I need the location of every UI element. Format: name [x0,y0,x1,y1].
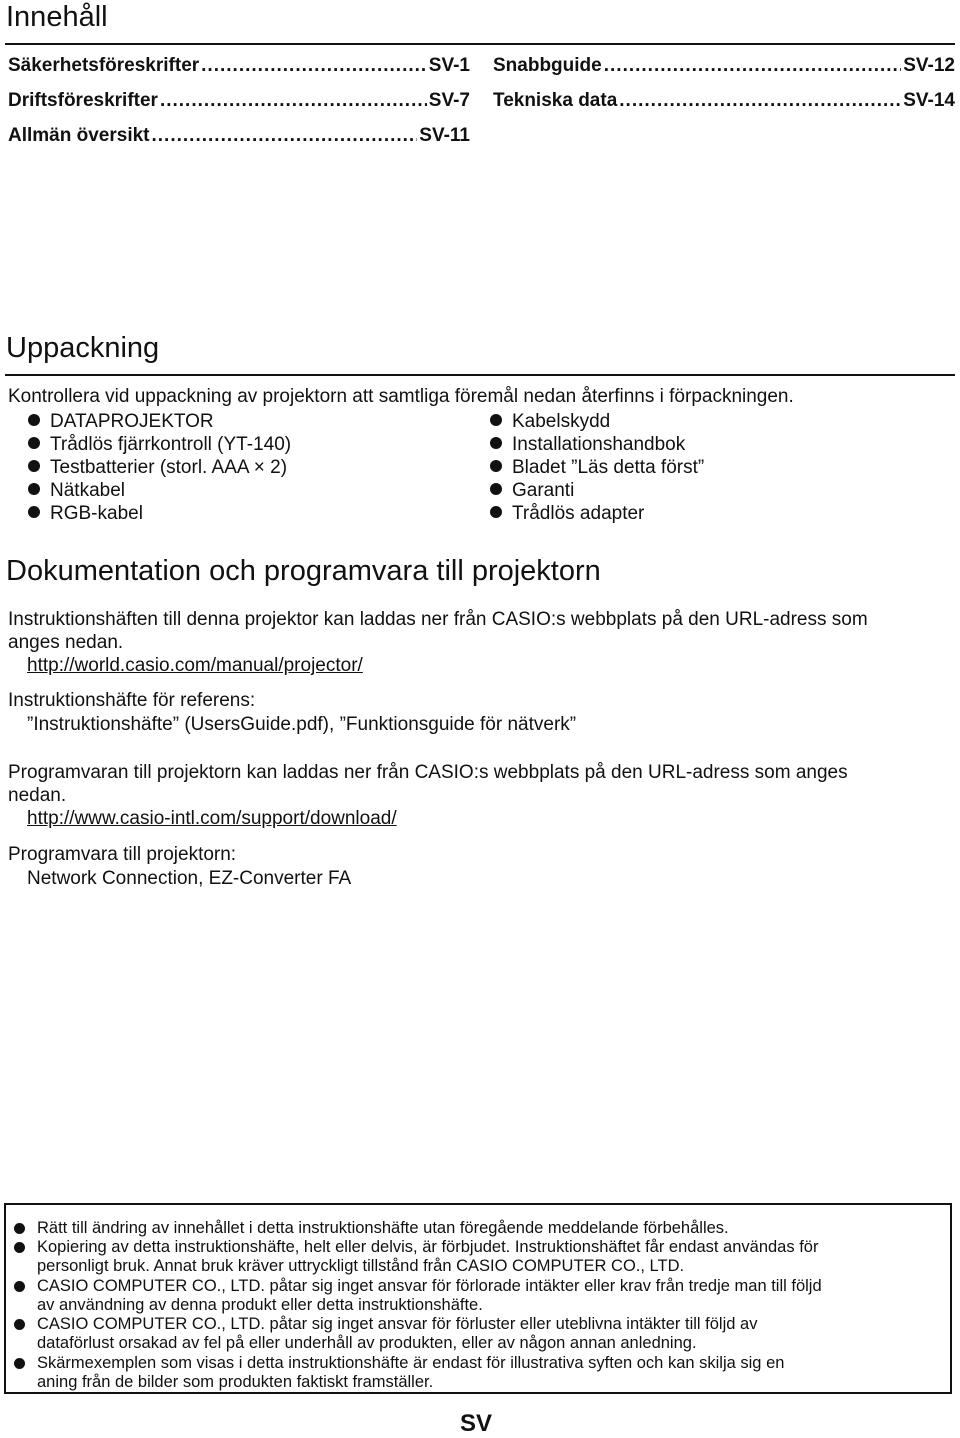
package-item: DATAPROJEKTOR [28,410,214,433]
software-value: Network Connection, EZ-Converter FA [27,868,352,889]
toc-leader-dots [201,54,427,78]
legal-notice: Kopiering av detta instruktionshäfte, helt eller delvis, är förbjudet. Instruktionshäftet får endast användas för personligt bruk. Annat bruk kräver uttryckligt tillstånd från CASIO COMPUTER CO., LTD. [14,1238,944,1277]
toc-entry-label: Tekniska data [493,90,618,111]
toc-entry-specs[interactable] [493,89,955,113]
manuals-text: Instruktionshäften till denna projektor kan laddas ner från CASIO:s webbplats på den URL-adress som [8,609,868,630]
bullet-icon [490,414,502,426]
toc-heading: Innehåll [6,1,108,33]
package-item: Nätkabel [28,479,125,502]
legal-notice: Skärmexemplen som visas i detta instruktionshäfte är endast för illustrativa syften och kan skilja sig en aning från de bilder som produkten faktiskt framställer. [14,1354,944,1393]
legal-notice-box [4,1203,952,1394]
manuals-text: anges nedan. [8,632,124,653]
package-item: Trådlös fjärrkontroll (YT-140) [28,433,291,456]
bullet-icon [490,460,502,472]
documentation-heading: Dokumentation och programvara till projektorn [6,555,601,587]
unpacking-heading: Uppackning [6,332,160,364]
toc-entry-page: SV-14 [903,90,955,111]
toc-entry-overview[interactable] [8,124,470,148]
heading-rule [5,374,955,376]
toc-entry-label: Allmän översikt [8,125,150,146]
toc-entry-page: SV-11 [419,125,470,146]
toc-entry-label: Driftsföreskrifter [8,90,158,111]
software-text: nedan. [8,785,67,806]
bullet-icon [14,1242,25,1253]
toc-entry-page: SV-12 [903,55,955,76]
package-item: Testbatterier (storl. AAA × 2) [28,456,287,479]
legal-notice: CASIO COMPUTER CO., LTD. påtar sig inget ansvar för förlorade intäkter eller krav från tredje man till följd av användning av denna produkt eller detta instruktionshäfte. [14,1277,944,1316]
reference-label: Instruktionshäfte för referens: [8,690,256,711]
bullet-icon [14,1319,25,1330]
bullet-icon [14,1281,25,1292]
bullet-icon [490,437,502,449]
reference-value: ”Instruktionshäfte” (UsersGuide.pdf), ”Funktionsguide för nätverk” [27,714,577,735]
toc-leader-dots [160,89,427,113]
unpacking-intro: Kontrollera vid uppackning av projektorn att samtliga föremål nedan återfinns i förpackningen. [8,386,794,407]
heading-rule [5,43,955,45]
bullet-icon [14,1223,25,1234]
bullet-icon [490,506,502,518]
toc-entry-quickguide[interactable] [493,54,955,78]
bullet-icon [14,1358,25,1369]
toc-entry-operation[interactable] [8,89,470,113]
package-item: Garanti [490,479,574,502]
bullet-icon [28,506,40,518]
toc-entry-page: SV-7 [428,90,470,111]
legal-notice: Rätt till ändring av innehållet i detta instruktionshäfte utan föregående meddelande förbehålles. [14,1219,944,1238]
package-item: Bladet ”Läs detta först” [490,456,704,479]
software-url-link[interactable]: http://www.casio-intl.com/support/download/ [27,808,397,829]
toc-leader-dots [152,124,418,148]
software-label: Programvara till projektorn: [8,844,237,865]
package-item: Trådlös adapter [490,502,644,525]
bullet-icon [490,483,502,495]
toc-entry-label: Säkerhetsföreskrifter [8,55,200,76]
bullet-icon [28,483,40,495]
package-item: Installationshandbok [490,433,685,456]
toc-leader-dots [619,89,901,113]
toc-entry-label: Snabbguide [493,55,602,76]
toc-entry-safety[interactable] [8,54,470,78]
bullet-icon [28,437,40,449]
toc-entry-page: SV-1 [428,55,470,76]
legal-notice: CASIO COMPUTER CO., LTD. påtar sig inget ansvar för förluster eller uteblivna intäkter till följd av dataförlust orsakad av fel på eller underhåll av produkten, eller av någon annan anledning. [14,1315,944,1354]
bullet-icon [28,414,40,426]
software-text: Programvaran till projektorn kan laddas ner från CASIO:s webbplats på den URL-adress som anges [8,762,848,783]
package-item: RGB-kabel [28,502,143,525]
package-item: Kabelskydd [490,410,610,433]
manuals-url-link[interactable]: http://world.casio.com/manual/projector/ [27,655,363,676]
toc-leader-dots [604,54,902,78]
page-language-code: SV [460,1410,493,1437]
bullet-icon [28,460,40,472]
